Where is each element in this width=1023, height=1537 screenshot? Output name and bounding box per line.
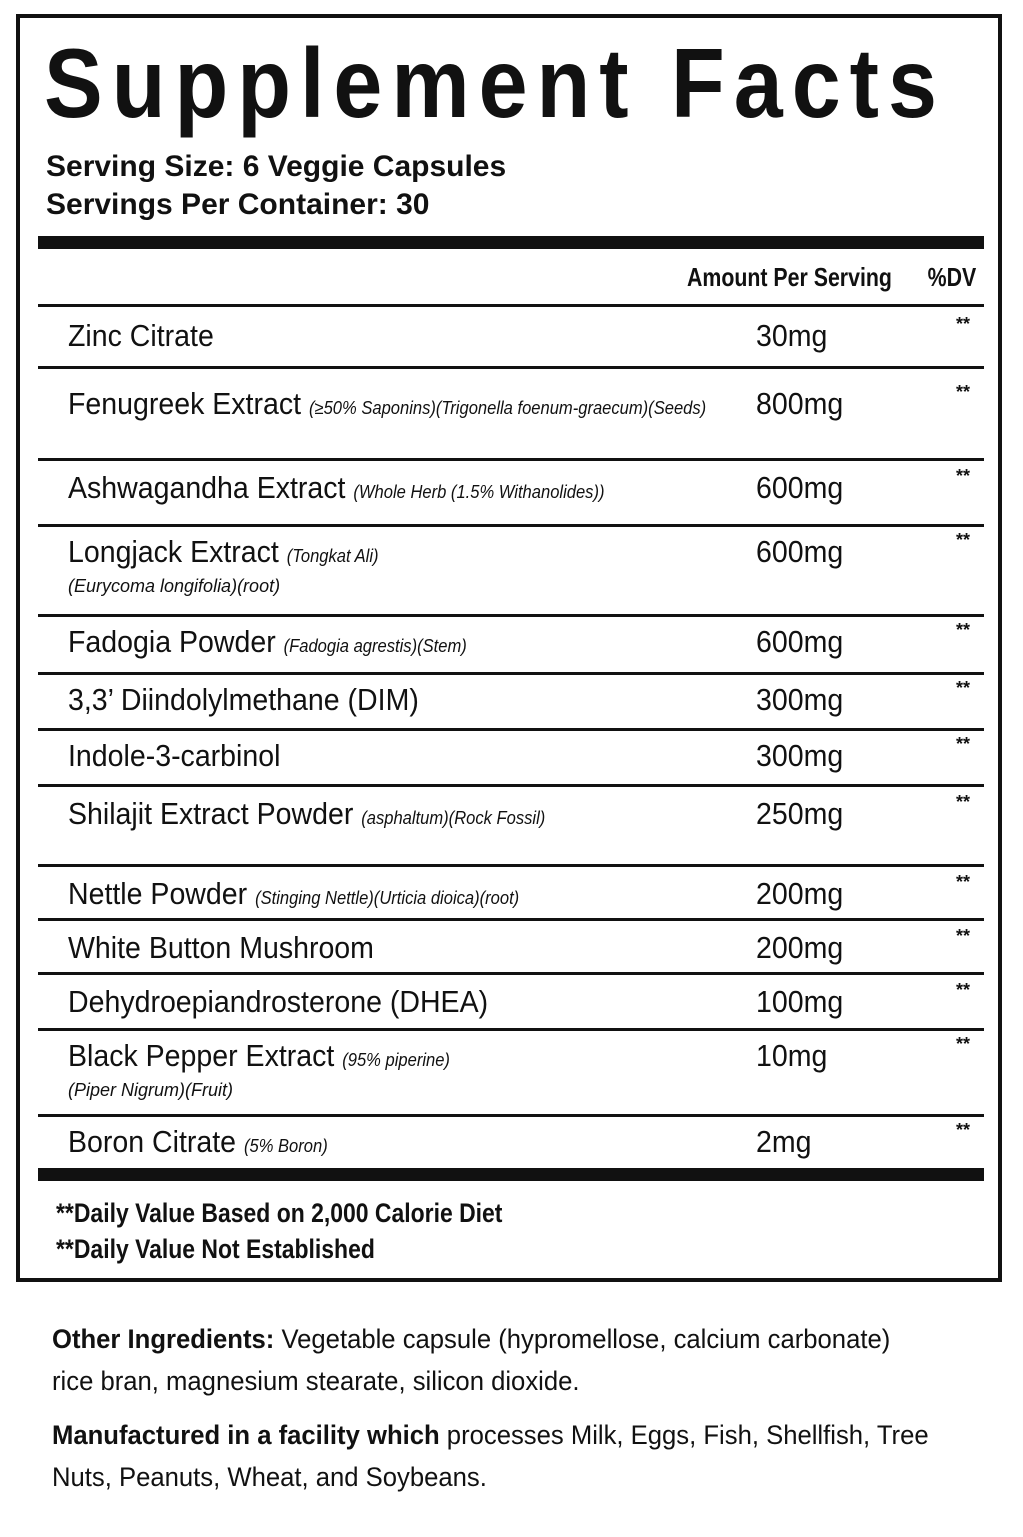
- ingredient-amount: 600mg: [756, 470, 844, 505]
- ingredient-qualifier: (Tongkat Ali): [286, 546, 379, 566]
- ingredient-name: [68, 534, 379, 570]
- row-divider: [38, 366, 984, 369]
- ingredient-name: [68, 318, 214, 354]
- row-divider: [38, 1028, 984, 1031]
- ingredient-qualifier: (5% Boron): [243, 1136, 328, 1156]
- ingredient-amount: 2mg: [756, 1124, 812, 1159]
- ingredient-name: [68, 796, 545, 832]
- ingredient-amount: 800mg: [756, 386, 844, 421]
- row-divider: [38, 784, 984, 787]
- ingredient-name-text: Fenugreek Extract: [68, 386, 302, 421]
- row-divider: [38, 918, 984, 921]
- row-divider: [38, 1114, 984, 1117]
- ingredient-name: [68, 876, 519, 912]
- footnote-not-established: **Daily Value Not Established: [56, 1234, 375, 1264]
- allergen-text: processes Milk, Eggs, Fish, Shellfish, Tree Nuts, Peanuts, Wheat, and Soybeans.: [52, 1420, 929, 1492]
- ingredient-name-text: 3,3’ Diindolylmethane (DIM): [68, 682, 419, 717]
- row-divider: [38, 614, 984, 617]
- ingredient-name-text: Longjack Extract: [68, 534, 279, 569]
- ingredient-name-text: Dehydroepiandrosterone (DHEA): [68, 984, 489, 1019]
- ingredient-name: [68, 682, 419, 718]
- ingredient-dv: **: [955, 530, 970, 550]
- supplement-facts-panel: [16, 14, 1002, 1282]
- ingredient-amount: 300mg: [756, 682, 844, 717]
- ingredient-dv: **: [955, 980, 970, 1000]
- ingredient-qualifier: (Stinging Nettle)(Urticia dioica)(root): [255, 888, 520, 908]
- dv-header: %DV: [927, 262, 976, 292]
- ingredient-dv: **: [955, 678, 970, 698]
- ingredient-amount: 200mg: [756, 876, 844, 911]
- ingredient-dv: **: [955, 792, 970, 812]
- ingredient-dv: **: [955, 926, 970, 946]
- ingredient-qualifier: (Whole Herb (1.5% Withanolides)): [353, 482, 605, 502]
- ingredient-qualifier: (Fadogia agrestis)(Stem): [283, 636, 467, 656]
- ingredient-dv: **: [955, 314, 970, 334]
- ingredient-subtext: (Eurycoma longifolia)(root): [68, 576, 281, 596]
- ingredient-name-text: Zinc Citrate: [68, 318, 214, 353]
- other-ingredients-text: Vegetable capsule (hypromellose, calcium carbonate) rice bran, magnesium stearate, silicon dioxide.: [52, 1324, 891, 1396]
- row-divider: [38, 864, 984, 867]
- allergen-label: Manufactured in a facility which: [52, 1420, 440, 1450]
- ingredient-name-text: Ashwagandha Extract: [68, 470, 346, 505]
- ingredient-dv: **: [955, 382, 970, 402]
- row-divider: [38, 972, 984, 975]
- ingredient-amount: 200mg: [756, 930, 844, 965]
- row-divider: [38, 728, 984, 731]
- ingredient-name-text: Fadogia Powder: [68, 624, 276, 659]
- header-divider: [38, 304, 984, 307]
- ingredient-amount: 10mg: [756, 1038, 828, 1073]
- ingredient-amount: 600mg: [756, 534, 844, 569]
- ingredient-dv: **: [955, 734, 970, 754]
- ingredient-dv: **: [955, 872, 970, 892]
- ingredient-name: [68, 1124, 328, 1160]
- ingredient-amount: 250mg: [756, 796, 844, 831]
- ingredient-qualifier: (95% piperine): [342, 1050, 450, 1070]
- ingredient-name: [68, 386, 706, 422]
- ingredient-name: [68, 470, 604, 506]
- ingredient-name: [68, 624, 467, 660]
- ingredient-amount: 30mg: [756, 318, 828, 353]
- ingredient-name-text: Shilajit Extract Powder: [68, 796, 354, 831]
- row-divider: [38, 524, 984, 527]
- top-divider: [38, 236, 984, 249]
- ingredient-name-text: Boron Citrate: [68, 1124, 237, 1159]
- ingredient-amount: 100mg: [756, 984, 844, 1019]
- ingredient-name-text: Indole-3-carbinol: [68, 738, 281, 773]
- row-divider: [38, 458, 984, 461]
- ingredient-dv: **: [955, 620, 970, 640]
- ingredient-name: [68, 1038, 450, 1074]
- ingredient-name-text: White Button Mushroom: [68, 930, 374, 965]
- ingredient-amount: 600mg: [756, 624, 844, 659]
- ingredient-name-text: Nettle Powder: [68, 876, 248, 911]
- ingredient-qualifier: (asphaltum)(Rock Fossil): [361, 808, 546, 828]
- ingredient-dv: **: [955, 1034, 970, 1054]
- bottom-divider: [38, 1168, 984, 1181]
- ingredient-name-text: Black Pepper Extract: [68, 1038, 335, 1073]
- panel-title: Supplement Facts: [44, 27, 946, 139]
- serving-size: Serving Size: 6 Veggie Capsules: [46, 150, 507, 183]
- allergen-statement: [52, 1414, 936, 1498]
- ingredient-amount: 300mg: [756, 738, 844, 773]
- footnote-dv-basis: **Daily Value Based on 2,000 Calorie Diet: [56, 1198, 503, 1228]
- ingredient-dv: **: [955, 466, 970, 486]
- ingredient-qualifier: (≥50% Saponins)(Trigonella foenum-graecum)(Seeds): [308, 398, 707, 418]
- amount-per-serving-header: Amount Per Serving: [687, 262, 892, 292]
- ingredient-dv: **: [955, 1120, 970, 1140]
- other-ingredients-label: Other Ingredients:: [52, 1324, 275, 1354]
- other-ingredients: [52, 1318, 936, 1402]
- ingredient-name: [68, 738, 280, 774]
- ingredient-name: [68, 984, 488, 1020]
- servings-per-container: Servings Per Container: 30: [46, 188, 430, 221]
- ingredient-name: [68, 930, 374, 966]
- row-divider: [38, 672, 984, 675]
- ingredient-subtext: (Piper Nigrum)(Fruit): [68, 1080, 234, 1100]
